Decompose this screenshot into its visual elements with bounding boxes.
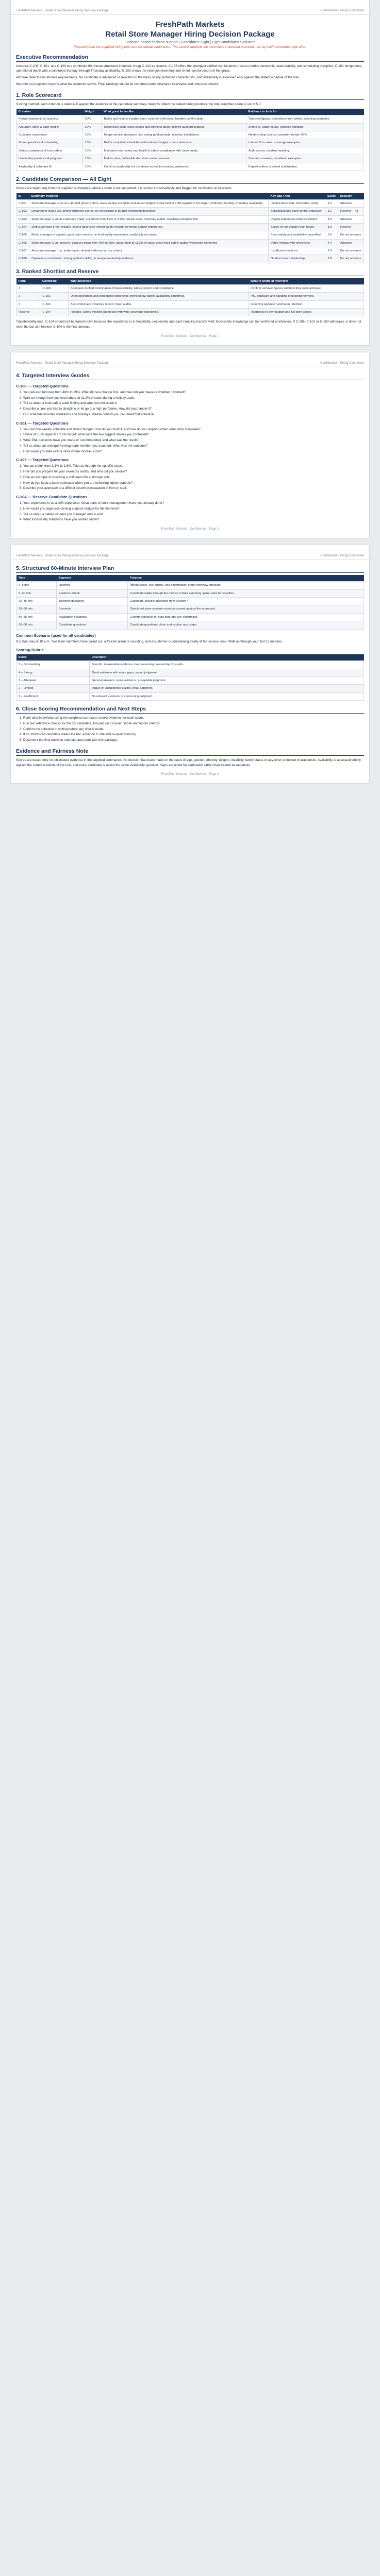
rubric-row (16, 661, 364, 669)
table-cell: Specific, measurable evidence; clear reasoning; ownership of results. (90, 661, 364, 669)
table-cell: No direct team leadership. (269, 255, 325, 263)
table-cell: Opening (56, 582, 127, 589)
page-3 (11, 545, 369, 783)
running-header-left: FreshPath Markets · Retail Store Manager Hiring Decision Package (16, 9, 109, 12)
table-cell: Best shrink and inventory record; clean audits. (68, 300, 248, 308)
table-cell: Explicit written or verbal confirmation. (246, 163, 364, 171)
table-cell: Availability & schedule fit (16, 163, 82, 171)
plan-row (16, 621, 364, 629)
table-cell: Shrink %, audit results, variance handling. (246, 123, 364, 131)
table-cell: Coaching approach and team retention. (249, 300, 364, 308)
column-header: Descriptor (90, 654, 364, 661)
table-cell: Reserve (16, 309, 40, 316)
list-item: 1. You reduced turnover from 48% to 29%. What did you change first, and how did you measure whether it worked? (23, 390, 364, 395)
plan-row (16, 605, 364, 613)
list-item: 4. What food-safety standards have you worked under? (23, 517, 364, 522)
table-cell: Builds and retains a stable team; coaches shift leads; handles conflict fairly. (102, 115, 246, 123)
table-cell: Scenario answers, escalation examples. (246, 155, 364, 163)
table-cell: C-106 (40, 284, 69, 292)
table-cell: C-104 (16, 223, 29, 231)
column-header: Decision (338, 193, 364, 200)
list-item: 5. Describe your approach to a difficult customer escalation in front of staff. (23, 486, 364, 491)
guide-c103-list (16, 464, 364, 491)
guide-c106-list (16, 390, 364, 417)
column-header: Score (16, 654, 90, 661)
table-cell: 3.0 (325, 231, 338, 239)
exec-paragraph-1: Advance C-106, C-101, and C-103 to a combined 60-minute structured interview. Keep C-104 as reserve. C-106 offers the strongest verified combination of store-metrics ownership, team stability, and scheduling discipline; C-101 brings deep operational depth with a confirmed Sunday-through-Thursday availability; C-103 shows the strongest inventory and shrink-control record of the group. (16, 64, 362, 73)
running-header-right: Confidential – Hiring Committee (320, 9, 364, 12)
table-cell: Advance (338, 215, 364, 223)
table-cell: Do not advance (338, 231, 364, 239)
list-item: 4. If no shortlisted candidate meets the bar, advance C-104 and re-open sourcing. (23, 732, 364, 737)
running-header (11, 9, 369, 15)
column-header: Evidence to look for (246, 109, 364, 115)
table-cell: People leadership evidence limited. (269, 215, 325, 223)
footer-text: FreshPath Markets · Confidential · Page (161, 334, 217, 338)
list-item: 2. Walk us through how you kept labour at 11.2% of sales during a holiday peak. (23, 396, 364, 401)
column-header: Candidate (40, 278, 69, 285)
plan-table (16, 575, 364, 629)
shortlist-row (16, 300, 364, 308)
list-item: 4. Describe a time you had to discipline or let go of a high performer. How did you handle it? (23, 406, 364, 412)
scorecard-table (16, 109, 364, 171)
table-cell: Department lead 3 yrs; strong customer scores; no scheduling or budget ownership described. (29, 208, 269, 215)
table-cell: Deep operations and scheduling ownership; shrink below target; availability confirmed. (68, 293, 248, 300)
table-cell: 10% (82, 155, 102, 163)
table-cell: Candidate questions; close and explain next steps. (128, 621, 364, 629)
column-header: Summary evidence (29, 193, 269, 200)
rubric-row (16, 677, 364, 685)
shortlist-row (16, 293, 364, 300)
guide-c104-title: C-104 — Reserve Candidate Questions (16, 495, 88, 500)
plan-row (16, 613, 364, 621)
rubric-table (16, 654, 364, 701)
table-cell: Operations coordinator; strong systems skills; no people-leadership evidence. (29, 255, 269, 263)
list-item: 3. Give an example of coaching a shift lead into a stronger role. (23, 475, 364, 480)
table-cell: 0–5 min (16, 582, 57, 589)
scorecard-row (16, 163, 364, 171)
exec-paragraph-3: We offer no projection beyond what the evidence shows. Final rankings should be confirmed after structured interviews and reference checks. (16, 82, 220, 86)
running-header (11, 554, 369, 560)
table-cell: P&L exposure and handling of underperformers. (249, 293, 364, 300)
table-cell: 2 (16, 293, 40, 300)
list-item: 3. Confirm the schedule in writing before any offer is made. (23, 727, 364, 732)
table-cell: C-101 (40, 293, 69, 300)
list-item: 2. Shrink at 1.8% against a 2.2% target: what were the two biggest drivers you controlled? (23, 432, 364, 437)
table-cell: 1 – Insufficient (16, 692, 90, 700)
column-header: ID (16, 193, 29, 200)
list-item: 4. Tell us about an underperforming team member you coached. What was the outcome? (23, 444, 364, 449)
table-cell: People leadership & coaching (16, 115, 82, 123)
document-note: Prepared from the supplied hiring brief and candidate summaries. This record supports the committee's decision and does not, by itself, constitute a job offer. (73, 45, 307, 49)
document-subtitle: Evidence-based decision support | Candidates: Eight | Eight candidates evaluated (124, 40, 256, 44)
scorecard-row (16, 115, 364, 123)
scorecard-row (16, 139, 364, 147)
table-cell: 5 – Outstanding (16, 661, 90, 669)
scorecard-row (16, 147, 364, 155)
rubric-row (16, 669, 364, 676)
section-next-steps: 6. Close Scoring Recommendation and Next Steps (16, 706, 364, 714)
table-cell: Verify metrics with references. (269, 239, 325, 247)
list-item: 2. Run two reference checks for the top candidate, focused on turnover, shrink and labour metrics. (23, 721, 364, 726)
table-cell: Reserve – no (338, 208, 364, 215)
table-cell: C-103 (16, 215, 29, 223)
list-item: 1. Your experience is as a shift supervisor. What parts of store management have you already done? (23, 501, 364, 506)
table-cell: 4.4 (325, 239, 338, 247)
table-cell: Store manager 2 yrs at a discount chain; cut shrink from 3.1% to 1.6%; led two clean inventory audits; coaching examples thin. (29, 215, 269, 223)
table-cell: Readiness to own budget and full store scope. (249, 309, 364, 316)
list-item: 1. Rank after interviews using the weighted scorecard; record evidence for each score. (23, 716, 364, 721)
table-cell: Reliable, safety-minded supervisor with wide coverage experience. (68, 309, 248, 316)
table-cell: Strongest verified combination of team stability, labour control and compliance. (68, 284, 248, 292)
rubric-title: Scoring Rubric (16, 648, 44, 653)
list-item: 2. How would you approach owning a labour budget for the first time? (23, 506, 364, 512)
table-cell: 10% (82, 163, 102, 171)
page-footer: FreshPath Markets · Confidential · Page 1 (161, 334, 219, 338)
table-cell: Assistant manager 1 yr; enthusiastic; limited evidence across criteria. (29, 247, 269, 255)
table-cell: Customer experience (16, 131, 82, 139)
table-cell: Store manager 3 yrs, grocery; turnover down from 48% to 29%; labour held at 11.2% of sales; clean food-safety audits; weekends confirmed. (29, 239, 269, 247)
column-header: Key gap / risk (269, 193, 325, 200)
list-item: 1. You own the weekly schedule and labour budget. How do you build it, and how do you respond when sales drop mid-week? (23, 427, 364, 432)
table-cell: 2.6 (325, 247, 338, 255)
candidate-row (16, 247, 364, 255)
table-cell: Reserve (338, 223, 364, 231)
plan-row (16, 597, 364, 605)
table-cell: C-102 (16, 208, 29, 215)
table-cell: 3.1 (325, 208, 338, 215)
table-cell: Turnover figures, promotions from within, coaching examples. (246, 115, 364, 123)
title-line-2: Retail Store Manager Hiring Decision Package (105, 29, 275, 39)
candidate-row (16, 223, 364, 231)
table-cell: Mystery shop scores, complaint trends, NPS. (246, 131, 364, 139)
rubric-row (16, 685, 364, 692)
column-header: Segment (56, 575, 127, 582)
table-cell: General answers; some evidence; acceptable judgment. (90, 677, 364, 685)
page-footer: FreshPath Markets · Confidential · Page 2 (161, 528, 219, 531)
scenario-title: Common Scenario (used for all candidates) (16, 633, 96, 638)
table-cell: Candidate questions (56, 621, 127, 629)
table-cell: 15% (82, 131, 102, 139)
table-cell: Retail manager in apparel; good team metrics; no food-safety experience; availability not stated. (29, 231, 269, 239)
rubric-row (16, 692, 364, 700)
table-cell: 3.6 (325, 223, 338, 231)
table-cell: Good evidence with minor gaps; sound judgment. (90, 669, 364, 676)
candidate-row (16, 231, 364, 239)
table-cell: Targeted questions (56, 597, 127, 605)
column-header: Rank (16, 278, 40, 285)
table-cell: Scope of role smaller than target. (269, 223, 325, 231)
shortlist-row (16, 284, 364, 292)
table-cell: Candidate-specific questions from Section 4. (128, 597, 364, 605)
comparison-intro: Scores are taken only from the supplied summaries; where a claim is not supported, it is scored conservatively and flagged for verification at interview. (16, 186, 232, 190)
table-cell: 55–60 min (16, 621, 57, 629)
fairness-paragraph: Scores are based only on job-related evidence in the supplied summaries. No decision has been made on the basis of age, gender, ethnicity, religion, disability, family status or any other protected characteristic. Availability is assessed strictly against the stated schedule of the role, and every candidate is asked the same availability question. Gaps are noted for verification rather than treated as negatives. (16, 758, 361, 767)
next-steps-list (16, 716, 364, 743)
guide-c101-list (16, 427, 364, 454)
table-cell: Advance (338, 199, 364, 207)
list-item: 3. Tell us about a food-safety audit finding and what you did about it. (23, 401, 364, 406)
plan-row (16, 589, 364, 597)
column-header: Score (325, 193, 338, 200)
list-item: 5. Our schedule includes weekends and holidays. Please confirm you can meet that schedule. (23, 412, 364, 417)
table-cell: Confirms availability for the stated schedule including weekends. (102, 163, 246, 171)
guide-c104-list (16, 501, 364, 522)
candidate-row (16, 199, 364, 207)
column-header: Time (16, 575, 57, 582)
table-cell: 5–20 min (16, 589, 57, 597)
table-cell: 2.8 (325, 255, 338, 263)
column-header: Purpose (128, 575, 364, 582)
table-cell: Food safety and availability unverified. (269, 231, 325, 239)
table-cell: 35–50 min (16, 605, 57, 613)
guide-c101-title: C-101 — Targeted Questions (16, 420, 69, 426)
footer-text: FreshPath Markets · Confidential · Page (161, 528, 217, 531)
table-cell: C-107 (16, 247, 29, 255)
footer-text: FreshPath Markets · Confidential · Page (161, 773, 217, 776)
table-cell: Assistant manager 4 yrs at a 40-staff grocery store; owns weekly schedule and labour budget; shrink held at 1.8% against 2.2% target; confirmed Sunday–Thursday availability. (29, 199, 269, 207)
column-header: Criterion (16, 109, 82, 115)
exec-paragraph-2: All three clear the must-have requirements. No candidate is advanced or rejected on the basis of any protected characteristic, and availability is assessed only against the stated schedule of the role. (16, 76, 300, 79)
transferability-note: Transferability note: C-104 should not be turned down because the experience is in hospitality. Leadership and cash handling transfer well; food-safety knowledge can be confirmed at interview. If C-106, C-101 or C-103 withdraws or does not meet the bar at interview, C-104 is the first alternate. (16, 320, 361, 329)
table-cell: Scheduling and cash control unproven. (269, 208, 325, 215)
candidate-table (16, 193, 364, 263)
table-cell: Insufficient evidence. (269, 247, 325, 255)
list-item: 2. How did you prepare for your inventory audits, and who did you involve? (23, 469, 364, 474)
title-line-1: FreshPath Markets (155, 20, 225, 29)
table-cell: 4.2 (325, 199, 338, 207)
list-item: 5. Document the final decision rationale and store with this package. (23, 738, 364, 743)
candidate-row (16, 215, 364, 223)
table-cell: Availability & logistics (56, 613, 127, 621)
page-footer: FreshPath Markets · Confidential · Page 3 (161, 773, 219, 776)
list-item: 1. You cut shrink from 3.1% to 1.6%. Take us through the specific steps. (23, 464, 364, 469)
table-cell: Scenario (56, 605, 127, 613)
table-cell: Reconciles cash, stock counts and shrink to target; follows audit procedures. (102, 123, 246, 131)
scenario-text: It is Saturday at 10 a.m. Two team members have called out, a freezer alarm is sounding, and a customer is complaining loudly at the service desk. Walk us through your first 15 minutes. (16, 639, 283, 643)
table-cell: Evidence check (56, 589, 127, 597)
table-cell: 3 – Adequate (16, 677, 90, 685)
section-fairness-note: Evidence and Fairness Note (16, 748, 364, 756)
table-cell: Makes clear, defensible decisions under pressure. (102, 155, 246, 163)
candidate-row (16, 239, 364, 247)
guide-c103-title: C-103 — Targeted Questions (16, 457, 69, 463)
table-cell: 20% (82, 115, 102, 123)
table-cell: C-106 (16, 239, 29, 247)
scorecard-intro: Scoring method: each criterion is rated 1–5 against the evidence in the candidate summary. Weights reflect the stated hiring priorities; the total weighted score is out of 5.0. (16, 102, 262, 106)
section-ranked-shortlist: 3. Ranked Shortlist and Reserve (16, 268, 364, 276)
table-cell: C-104 (40, 309, 69, 316)
table-cell: C-108 (16, 255, 29, 263)
table-cell: 15% (82, 139, 102, 147)
column-header: Why advanced (68, 278, 248, 285)
column-header: What good looks like (102, 109, 246, 115)
list-item: 3. What P&L decisions have you made or recommended, and what was the result? (23, 438, 364, 443)
page-1 (11, 0, 369, 345)
list-item: 5. How would you take over a store where morale is low? (23, 449, 364, 454)
document-title (16, 20, 364, 40)
running-header-left: FreshPath Markets · Retail Store Manager Hiring Decision Package (16, 361, 109, 365)
table-cell: C-101 (16, 199, 29, 207)
table-cell: 50–55 min (16, 613, 57, 621)
column-header: What to probe at interview (249, 278, 364, 285)
section-role-scorecard: 1. Role Scorecard (16, 92, 364, 100)
table-cell: Do not advance (338, 247, 364, 255)
column-header: Weight (82, 109, 102, 115)
table-cell: C-103 (40, 300, 69, 308)
table-cell: Shift supervisor 5 yrs; reliable, covers absences; strong safety record; no formal budget experience. (29, 223, 269, 231)
table-cell: 4.0 (325, 215, 338, 223)
shortlist-row (16, 309, 364, 316)
table-cell: 20% (82, 123, 102, 131)
table-cell: Structured store-scenario exercise scored against the scorecard. (128, 605, 364, 613)
section-candidate-comparison: 2. Candidate Comparison — All Eight (16, 176, 364, 184)
running-header-right: Confidential – Hiring Committee (320, 361, 364, 365)
table-cell: Maintains food-safety and health & safety compliance with clean audits. (102, 147, 246, 155)
table-cell: 4 – Strong (16, 669, 90, 676)
table-cell: Audit scores, incident handling. (246, 147, 364, 155)
table-cell: Introductions, role outline, and confirmation of the interview structure. (128, 582, 364, 589)
scorecard-row (16, 131, 364, 139)
running-header (11, 362, 369, 367)
page-2 (11, 352, 369, 538)
table-cell: Leadership presence & judgment (16, 155, 82, 163)
table-cell: 20–35 min (16, 597, 57, 605)
table-cell: Limited direct P&L ownership; verify. (269, 199, 325, 207)
table-cell: Advance (338, 239, 364, 247)
table-cell: No relevant evidence or concerning judgment. (90, 692, 364, 700)
table-cell: C-105 (16, 231, 29, 239)
table-cell: Labour % to sales, coverage examples. (246, 139, 364, 147)
candidate-row (16, 255, 364, 263)
table-cell: Vague or unsupported claims; weak judgment. (90, 685, 364, 692)
scorecard-row (16, 123, 364, 131)
running-header-right: Confidential – Hiring Committee (320, 554, 364, 558)
running-header-left: FreshPath Markets · Retail Store Manager Hiring Decision Package (16, 554, 109, 558)
table-cell: Builds compliant schedules within labour budget; covers absences. (102, 139, 246, 147)
scorecard-row (16, 155, 364, 163)
table-cell: Confirm turnover figures and how they were achieved. (249, 284, 364, 292)
table-cell: 10% (82, 147, 102, 155)
table-cell: Keeps service standards high during peak periods; resolves escalations. (102, 131, 246, 139)
table-cell: Safety, compliance & food safety (16, 147, 82, 155)
table-cell: Do not advance (338, 255, 364, 263)
list-item: 3. Tell us about a safety incident you managed end to end. (23, 512, 364, 517)
section-executive-recommendation: Executive Recommendation (16, 54, 364, 62)
table-cell: 3 (16, 300, 40, 308)
candidate-row (16, 208, 364, 215)
table-cell: 2 – Limited (16, 685, 90, 692)
table-cell: Confirm schedule fit, start date and any constraints. (128, 613, 364, 621)
list-item: 4. How do you keep a team motivated when you are enforcing tighter controls? (23, 481, 364, 486)
table-cell: Candidate walks through the metrics in their summary; panel asks for specifics. (128, 589, 364, 597)
guide-c106-title: C-106 — Targeted Questions (16, 383, 69, 388)
table-cell: Store operations & scheduling (16, 139, 82, 147)
section-interview-guides: 4. Targeted Interview Guides (16, 372, 364, 380)
plan-row (16, 582, 364, 589)
shortlist-table (16, 278, 364, 317)
table-cell: Accuracy, stock & cash control (16, 123, 82, 131)
table-cell: 1 (16, 284, 40, 292)
section-interview-plan: 5. Structured 60-Minute Interview Plan (16, 565, 364, 573)
